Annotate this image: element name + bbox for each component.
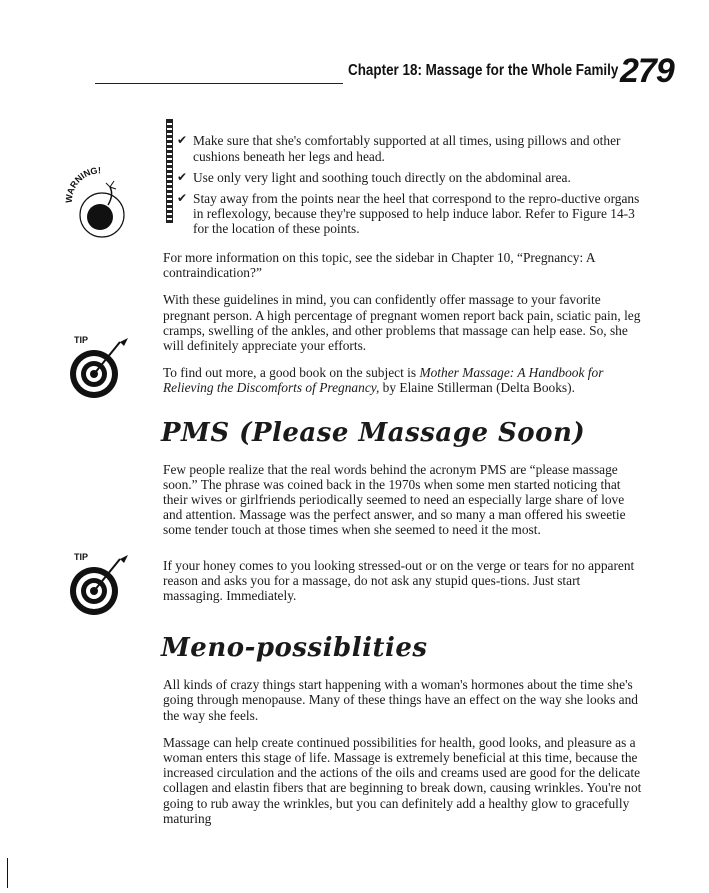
book-title: Mother Massage: A Handbook for Relieving the Discomforts of Pregnancy, — [163, 365, 604, 396]
warning-list — [177, 133, 643, 236]
list-item — [177, 191, 643, 237]
paragraph-tip-book — [163, 365, 643, 395]
page-edge-mark — [7, 858, 8, 888]
chapter-title: Chapter 18: Massage for the Whole Family — [348, 62, 619, 79]
svg-text:WARNING! — [64, 165, 101, 203]
tip-text: To find out more, a good book on the subject is — [163, 365, 420, 381]
heading-pms: PMS (Please Massage Soon) — [161, 417, 586, 448]
list-item — [177, 170, 643, 185]
check-icon: ✔ — [177, 169, 188, 184]
paragraph-more-info: For more information on this topic, see the sidebar in Chapter 10, “Pregnancy: A contraindication?” — [163, 250, 595, 281]
paragraph-meno-2: Massage can help create continued possibilities for health, good looks, and pleasure as a woman enters this stage of life. Massage is extremely beneficial at this time, because the increased circulation and the actions of the oils and creams used are good for the delicate collagen and elastin fibers that are beginning to break down, causing wrinkles. You're not going to rub away the wrinkles, but you can definitely add a healthy glow to gracefully maturing — [163, 734, 642, 826]
paragraph-guidelines: With these guidelines in mind, you can confidently offer massage to your favorite pregnant person. A high percentage of pregnant women report back pain, sciatic pain, leg cramps, swelling of the ankles, and other problems that massage can help ease. So, she will definitely appreciate your efforts. — [163, 292, 641, 354]
warning-label: WARNING! — [63, 165, 102, 204]
page-header — [0, 0, 709, 100]
paragraph-pms: Few people realize that the real words behind the acronym PMS are “please massage soon.” The phrase was coined back in the 1970s when some men started noticing that their wives or girlfriends periodically seemed to need an especially large share of love and attention. Massage was the perfect answer, and so many a man offered his sweetie some tender touch at those times when she seemed to need it the most. — [163, 461, 626, 538]
page-number: 279 — [620, 52, 674, 90]
tip-target-icon — [62, 328, 142, 408]
header-rule — [95, 83, 343, 84]
tip-label: TIP — [74, 335, 89, 345]
check-icon: ✔ — [177, 133, 188, 148]
page-body — [163, 120, 643, 838]
list-item-text: Stay away from the points near the heel that correspond to the repro-ductive organs in reflexology, because they're supposed to help induce labor. Refer to Figure 14-3 for the location of these points. — [193, 191, 640, 237]
tip-text: by Elaine Stillerman (Delta Books). — [379, 380, 575, 396]
tip-label: TIP — [74, 552, 89, 562]
list-item — [177, 133, 643, 163]
tip-target-icon — [62, 545, 142, 625]
list-item-text: Use only very light and soothing touch directly on the abdominal area. — [193, 169, 571, 185]
check-icon: ✔ — [177, 191, 188, 205]
paragraph-tip-honey: If your honey comes to you looking stressed-out or on the verge or tears for no apparent reason and asks you for a massage, do not ask any stupid ques-tions. Just start massaging. Immediately. — [163, 557, 635, 604]
warning-bomb-icon — [60, 165, 140, 245]
paragraph-meno-1: All kinds of crazy things start happening with a woman's hormones about the time she's going through menopause. Many of these things have an effect on the way she looks and the way she feels. — [163, 677, 639, 723]
list-item-text: Make sure that she's comfortably supported at all times, using pillows and other cushions beneath her legs and head. — [193, 133, 621, 164]
heading-meno: Meno-possiblities — [161, 633, 428, 664]
